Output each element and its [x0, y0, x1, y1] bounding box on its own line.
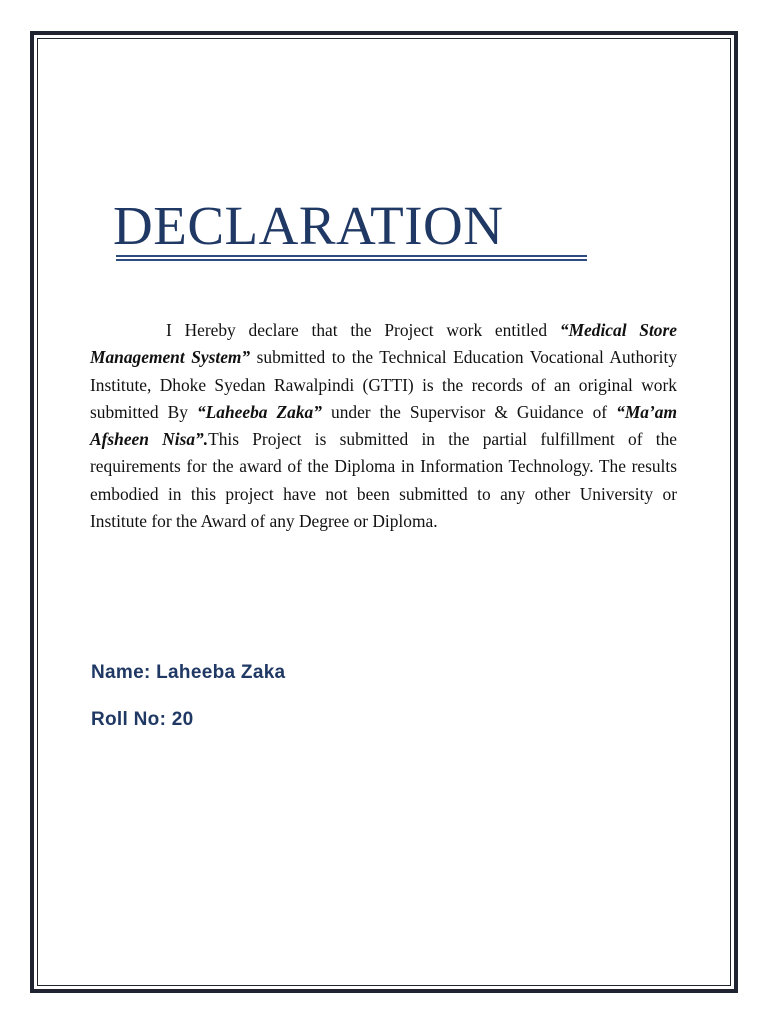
declaration-part-3: under the Supervisor & Guidance of: [321, 401, 617, 422]
declaration-part-4: This Project is submitted in the partial fulfillment of the requirements for the award of the Diploma in Information Technology. The results embodied in this project have not been submitted to any other University or Institute for the Award of any Degree or Diploma.: [90, 429, 677, 532]
roll-number-line: Roll No: 20: [91, 709, 194, 730]
declaration-intro: I Hereby declare that the Project work entitled: [166, 320, 560, 340]
project-title: “Medical Store Management System”: [90, 320, 677, 368]
title-double-underline: [116, 255, 587, 261]
name-line: Name: Laheeba Zaka: [91, 662, 286, 683]
page-title: DECLARATION: [113, 195, 504, 256]
declaration-part-2: submitted to the Technical Education Vocational Authority Institute, Dhoke Syedan Rawalpindi (GTTI) is the records of an original work submitted By: [90, 347, 678, 422]
declaration-paragraph: [90, 317, 677, 535]
supervisor-name: “Ma’am Afsheen Nisa”.: [90, 401, 677, 450]
student-name: “Laheeba Zaka”: [196, 401, 322, 422]
